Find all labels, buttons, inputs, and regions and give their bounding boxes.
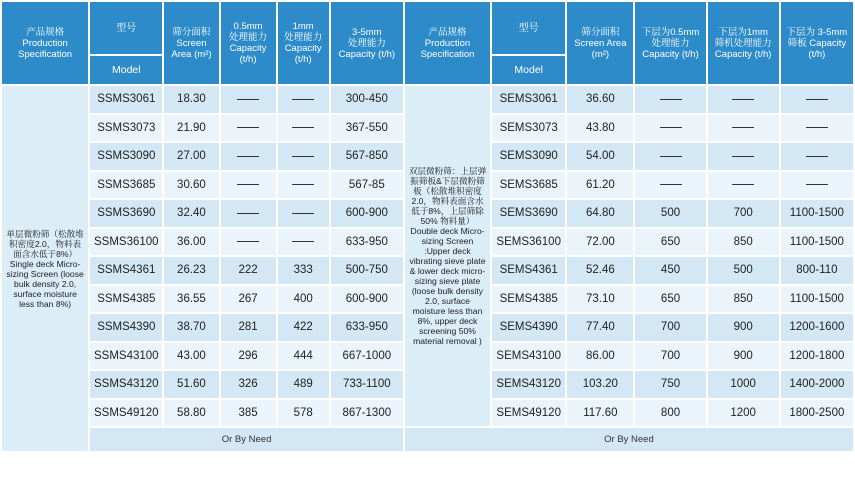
dash-mark <box>732 127 754 128</box>
dash-mark <box>237 184 259 185</box>
left-model-cell: SSMS36100 <box>90 229 162 256</box>
left-model-cell: SSMS49120 <box>90 400 162 427</box>
left-area-cell: 51.60 <box>164 371 218 398</box>
left-area-cell: 26.23 <box>164 257 218 284</box>
dash-mark <box>660 127 682 128</box>
left-cap35-cell: 667-1000 <box>331 343 403 370</box>
header-cap35-right: 下层为 3-5mm 筛板 Capacity (t/h) <box>781 2 853 84</box>
left-cap35-cell: 567-850 <box>331 143 403 170</box>
dash-mark <box>292 99 314 100</box>
right-cap05-cell: 650 <box>635 229 705 256</box>
dash-mark <box>806 127 828 128</box>
right-area-cell: 52.46 <box>567 257 633 284</box>
left-cap05-cell <box>221 86 276 113</box>
left-cap05-cell: 326 <box>221 371 276 398</box>
dash-mark <box>732 156 754 157</box>
header-model-en-right: Model <box>492 56 565 84</box>
dash-mark <box>292 241 314 242</box>
left-cap35-cell: 500-750 <box>331 257 403 284</box>
left-cap35-cell: 367-550 <box>331 115 403 142</box>
left-area-cell: 38.70 <box>164 314 218 341</box>
left-area-cell: 21.90 <box>164 115 218 142</box>
right-area-cell: 43.80 <box>567 115 633 142</box>
dash-mark <box>732 99 754 100</box>
dash-mark <box>237 241 259 242</box>
header-model-cn-right: 型号 <box>492 2 565 54</box>
right-cap35-cell: 1800-2500 <box>781 400 853 427</box>
left-cap1-cell: 444 <box>278 343 329 370</box>
left-model-cell: SSMS43100 <box>90 343 162 370</box>
right-cap05-cell: 750 <box>635 371 705 398</box>
left-cap1-cell <box>278 86 329 113</box>
dash-mark <box>806 184 828 185</box>
left-cap1-cell <box>278 143 329 170</box>
left-cap1-cell <box>278 229 329 256</box>
right-area-cell: 61.20 <box>567 172 633 199</box>
right-cap1-cell <box>708 115 779 142</box>
right-cap35-cell: 1100-1500 <box>781 286 853 313</box>
left-area-cell: 43.00 <box>164 343 218 370</box>
table-row <box>2 86 853 113</box>
dash-mark <box>237 127 259 128</box>
table-body <box>2 86 853 451</box>
header-spec-left: 产品规格 Production Specification <box>2 2 88 84</box>
left-cap35-cell: 633-950 <box>331 229 403 256</box>
footer-right-note: Or By Need <box>405 428 853 451</box>
right-area-cell: 36.60 <box>567 86 633 113</box>
right-cap1-cell <box>708 172 779 199</box>
right-area-cell: 117.60 <box>567 400 633 427</box>
right-model-cell: SEMS4361 <box>492 257 565 284</box>
right-cap35-cell <box>781 172 853 199</box>
dash-mark <box>292 184 314 185</box>
right-model-cell: SEMS43100 <box>492 343 565 370</box>
dash-mark <box>237 156 259 157</box>
right-cap1-cell: 850 <box>708 286 779 313</box>
left-cap1-cell <box>278 115 329 142</box>
right-cap1-cell: 500 <box>708 257 779 284</box>
right-cap35-cell: 1100-1500 <box>781 200 853 227</box>
right-area-cell: 73.10 <box>567 286 633 313</box>
left-cap1-cell <box>278 172 329 199</box>
left-model-cell: SSMS4390 <box>90 314 162 341</box>
right-cap35-cell: 1100-1500 <box>781 229 853 256</box>
left-cap05-cell: 281 <box>221 314 276 341</box>
right-model-cell: SEMS3685 <box>492 172 565 199</box>
left-cap05-cell <box>221 143 276 170</box>
right-area-cell: 103.20 <box>567 371 633 398</box>
right-model-cell: SEMS3090 <box>492 143 565 170</box>
left-cap05-cell <box>221 200 276 227</box>
left-cap05-cell: 222 <box>221 257 276 284</box>
left-cap1-cell: 333 <box>278 257 329 284</box>
right-cap05-cell <box>635 143 705 170</box>
header-spec-right: 产品规格 Production Specification <box>405 2 490 84</box>
right-cap05-cell <box>635 115 705 142</box>
right-cap05-cell <box>635 172 705 199</box>
dash-mark <box>292 156 314 157</box>
left-cap35-cell: 300-450 <box>331 86 403 113</box>
right-cap1-cell: 700 <box>708 200 779 227</box>
left-cap1-cell: 489 <box>278 371 329 398</box>
dash-mark <box>806 99 828 100</box>
right-cap05-cell: 800 <box>635 400 705 427</box>
right-model-cell: SEMS49120 <box>492 400 565 427</box>
left-cap35-cell: 633-950 <box>331 314 403 341</box>
dash-mark <box>292 127 314 128</box>
right-cap35-cell <box>781 115 853 142</box>
left-model-cell: SSMS3061 <box>90 86 162 113</box>
left-cap35-cell: 567-85 <box>331 172 403 199</box>
right-model-cell: SEMS36100 <box>492 229 565 256</box>
right-cap05-cell: 650 <box>635 286 705 313</box>
left-cap1-cell: 578 <box>278 400 329 427</box>
left-area-cell: 36.55 <box>164 286 218 313</box>
table-header <box>2 2 853 84</box>
left-area-cell: 36.00 <box>164 229 218 256</box>
right-model-cell: SEMS3073 <box>492 115 565 142</box>
right-model-cell: SEMS4390 <box>492 314 565 341</box>
right-cap05-cell: 700 <box>635 343 705 370</box>
left-model-cell: SSMS3690 <box>90 200 162 227</box>
left-cap1-cell <box>278 200 329 227</box>
header-cap35-left: 3-5mm 处理能力 Capacity (t/h) <box>331 2 403 84</box>
left-model-cell: SSMS43120 <box>90 371 162 398</box>
right-area-cell: 72.00 <box>567 229 633 256</box>
dash-mark <box>732 184 754 185</box>
left-model-cell: SSMS3090 <box>90 143 162 170</box>
right-cap35-cell: 1400-2000 <box>781 371 853 398</box>
left-cap35-cell: 867-1300 <box>331 400 403 427</box>
right-cap1-cell <box>708 86 779 113</box>
right-model-cell: SEMS43120 <box>492 371 565 398</box>
right-cap1-cell: 1000 <box>708 371 779 398</box>
header-area-left <box>164 2 218 84</box>
left-model-cell: SSMS4361 <box>90 257 162 284</box>
right-model-cell: SEMS3061 <box>492 86 565 113</box>
right-cap1-cell <box>708 143 779 170</box>
right-cap1-cell: 850 <box>708 229 779 256</box>
description-double-deck: 双层微粉筛：上层弹振筛板&下层微粉筛板（松散堆积密度2.0，物料表面含水低于8%，上层筛除50% 物料量） Double deck Micro-sizing Screen :Upper deck vibrating sieve plate & lower deck micro-sizing sieve plate (loose bulk density 2.0, surface moisture less than 8%, upper deck screening 50% material removal ) <box>405 86 490 426</box>
description-single-deck: 单层微粉筛（松散堆积密度2.0，物料表面含水低于8%） Single deck Micro-sizing Screen (loose bulk density 2.0, surface moisture less than 8%) <box>2 86 88 451</box>
right-area-cell: 86.00 <box>567 343 633 370</box>
left-cap1-cell: 422 <box>278 314 329 341</box>
right-cap1-cell: 1200 <box>708 400 779 427</box>
dash-mark <box>660 184 682 185</box>
right-cap05-cell: 450 <box>635 257 705 284</box>
left-area-cell: 32.40 <box>164 200 218 227</box>
right-area-cell: 77.40 <box>567 314 633 341</box>
right-cap35-cell: 1200-1800 <box>781 343 853 370</box>
left-model-cell: SSMS4385 <box>90 286 162 313</box>
dash-mark <box>237 213 259 214</box>
left-model-cell: SSMS3073 <box>90 115 162 142</box>
right-cap1-cell: 900 <box>708 314 779 341</box>
left-cap05-cell: 267 <box>221 286 276 313</box>
dash-mark <box>660 99 682 100</box>
left-cap35-cell: 600-900 <box>331 200 403 227</box>
right-cap05-cell: 500 <box>635 200 705 227</box>
left-cap05-cell <box>221 229 276 256</box>
left-cap35-cell: 733-1100 <box>331 371 403 398</box>
left-cap05-cell <box>221 115 276 142</box>
header-area-left-text: 筛分面积 Screen Area (m²) <box>171 26 212 60</box>
right-model-cell: SEMS3690 <box>492 200 565 227</box>
dash-mark <box>660 156 682 157</box>
left-cap35-cell: 600-900 <box>331 286 403 313</box>
right-cap05-cell <box>635 86 705 113</box>
left-cap05-cell: 385 <box>221 400 276 427</box>
header-cap05-right: 下层为0.5mm 处理能力 Capacity (t/h) <box>635 2 705 84</box>
right-cap05-cell: 700 <box>635 314 705 341</box>
right-model-cell: SEMS4385 <box>492 286 565 313</box>
right-cap35-cell: 800-110 <box>781 257 853 284</box>
right-cap35-cell: 1200-1600 <box>781 314 853 341</box>
left-area-cell: 58.80 <box>164 400 218 427</box>
right-cap1-cell: 900 <box>708 343 779 370</box>
left-area-cell: 27.00 <box>164 143 218 170</box>
dash-mark <box>806 156 828 157</box>
footer-left-note: Or By Need <box>90 428 403 451</box>
header-cap05-left: 0.5mm 处理能力 Capacity (t/h) <box>221 2 276 84</box>
right-area-cell: 64.80 <box>567 200 633 227</box>
header-model-cn-left: 型号 <box>90 2 162 54</box>
right-cap35-cell <box>781 86 853 113</box>
left-cap1-cell: 400 <box>278 286 329 313</box>
dash-mark <box>292 213 314 214</box>
left-cap05-cell: 296 <box>221 343 276 370</box>
dash-mark <box>237 99 259 100</box>
right-cap35-cell <box>781 143 853 170</box>
header-area-right: 筛分面积 Screen Area (m²) <box>567 2 633 84</box>
header-model-en-left: Model <box>90 56 162 84</box>
right-area-cell: 54.00 <box>567 143 633 170</box>
header-cap1-right: 下层为1mm 筛机处理能力 Capacity (t/h) <box>708 2 779 84</box>
left-model-cell: SSMS3685 <box>90 172 162 199</box>
left-cap05-cell <box>221 172 276 199</box>
left-area-cell: 30.60 <box>164 172 218 199</box>
header-cap1-left: 1mm 处理能力 Capacity (t/h) <box>278 2 329 84</box>
left-area-cell: 18.30 <box>164 86 218 113</box>
